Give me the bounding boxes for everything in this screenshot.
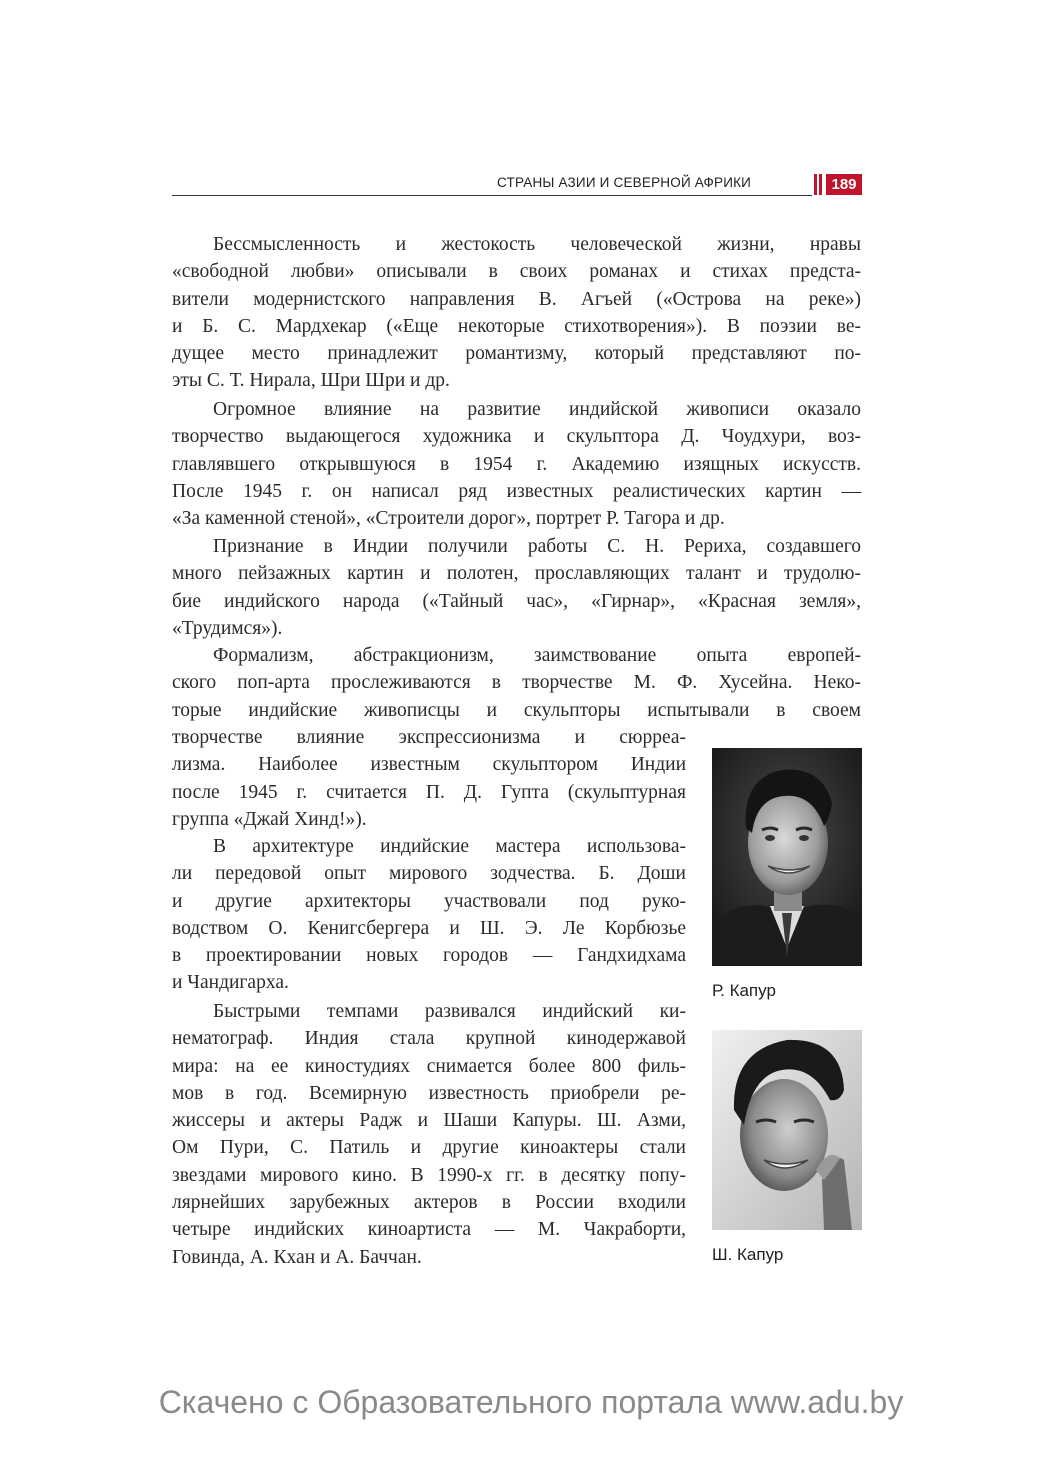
text-line: и другие архитекторы участвовали под руко- bbox=[172, 890, 686, 912]
text-line: творчестве влияние экспрессионизма и сюрреа- bbox=[172, 727, 686, 748]
text-line: жиссеры и актеры Радж и Шаши Капуры. Ш. Азми, bbox=[172, 1110, 686, 1132]
text-line: мира: на ее киностудиях снимается более 800 филь- bbox=[172, 1055, 686, 1077]
text-line: водством О. Кенигсбергера и Ш. Э. Ле Корбюзье bbox=[172, 917, 686, 939]
text-line: творчество выдающегося художника и скульптора Д. Чоудхури, воз- bbox=[172, 426, 861, 448]
text-line: мов в год. Всемирную известность приобрели ре- bbox=[172, 1082, 686, 1104]
paragraph-4-continued bbox=[172, 724, 686, 833]
text-line: После 1945 г. он написал ряд известных реалистических картин — bbox=[172, 480, 861, 502]
text-line: Огромное влияние на развитие индийской живописи оказало bbox=[213, 399, 861, 420]
text-line: «Трудимся»). bbox=[172, 617, 283, 639]
paragraph-4 bbox=[172, 642, 861, 724]
running-header-title: СТРАНЫ АЗИИ И СЕВЕРНОЙ АФРИКИ bbox=[497, 175, 752, 190]
text-line: много пейзажных картин и полотен, прославляющих талант и трудолю- bbox=[172, 563, 861, 585]
text-line: вители модернистского направления В. Агъей («Острова на реке») bbox=[172, 288, 861, 310]
text-line: Признание в Индии получили работы С. Н. Рериха, создавшего bbox=[213, 536, 861, 557]
text-line: Формализм, абстракционизм, заимствование опыта европей- bbox=[213, 645, 861, 666]
text-line: дущее место принадлежит романтизму, который представляют по- bbox=[172, 343, 861, 365]
paragraph-2 bbox=[172, 396, 861, 532]
text-line: лярнейших зарубежных актеров в России входили bbox=[172, 1192, 686, 1214]
text-line: четыре индийских киноартиста — М. Чакраборти, bbox=[172, 1219, 686, 1241]
photo-caption: Р. Капур bbox=[712, 981, 776, 1000]
portrait-photo-r-kapur bbox=[712, 748, 862, 966]
text-line: В архитектуре индийские мастера использова- bbox=[213, 836, 686, 857]
text-line: в проектировании новых городов — Гандхидхама bbox=[172, 945, 686, 967]
paragraph-6 bbox=[172, 998, 686, 1271]
photo-caption: Ш. Капур bbox=[712, 1245, 784, 1264]
text-line: торые индийские живописцы и скульпторы испытывали в своем bbox=[172, 699, 861, 721]
text-line: и Б. С. Мардхекар («Еще некоторые стихотворения»). В поэзии ве- bbox=[172, 315, 861, 337]
text-line: «свободной любви» описывали в своих романах и стихах предста- bbox=[172, 261, 861, 283]
page-number: 189 bbox=[826, 174, 862, 195]
text-line: лизма. Наиболее известным скульптором Индии bbox=[172, 754, 686, 776]
text-line: Быстрыми темпами развивался индийский ки- bbox=[213, 1001, 686, 1022]
paragraph-3 bbox=[172, 533, 861, 642]
text-line: ского поп-арта прослеживаются в творчестве М. Ф. Хусейна. Неко- bbox=[172, 672, 861, 694]
text-line: эты С. Т. Нирала, Шри Шри и др. bbox=[172, 370, 450, 392]
text-line: группа «Джай Хинд!»). bbox=[172, 808, 367, 830]
text-line: бие индийского народа («Тайный час», «Гирнар», «Красная земля», bbox=[172, 590, 861, 612]
footer-watermark: Скачено с Образовательного портала www.adu.by bbox=[158, 1384, 904, 1420]
portrait-photo-icon bbox=[712, 1030, 862, 1230]
paragraph-1 bbox=[172, 231, 861, 395]
text-line: главлявшего открывшуюся в 1954 г. Академию изящных искусств. bbox=[172, 453, 861, 475]
text-line: звездами мирового кино. В 1990-х гг. в десятку попу- bbox=[172, 1164, 686, 1186]
text-line: Бессмысленность и жестокость человеческой жизни, нравы bbox=[213, 234, 861, 255]
text-line: Ом Пури, С. Патиль и другие киноактеры стали bbox=[172, 1137, 686, 1159]
text-line: после 1945 г. считается П. Д. Гупта (скульптурная bbox=[172, 781, 686, 803]
portrait-photo-sh-kapur bbox=[712, 1030, 862, 1230]
portrait-photo-icon bbox=[712, 748, 862, 966]
text-line: и Чандигарха. bbox=[172, 972, 289, 994]
paragraph-5 bbox=[172, 833, 686, 997]
header-rule bbox=[172, 195, 812, 196]
text-line: нематограф. Индия стала крупной кинодержавой bbox=[172, 1028, 686, 1050]
text-line: ли передовой опыт мирового зодчества. Б. Доши bbox=[172, 863, 686, 885]
text-line: «За каменной стеной», «Строители дорог», портрет Р. Тагора и др. bbox=[172, 508, 725, 530]
text-line: Говинда, А. Кхан и А. Баччан. bbox=[172, 1246, 422, 1268]
